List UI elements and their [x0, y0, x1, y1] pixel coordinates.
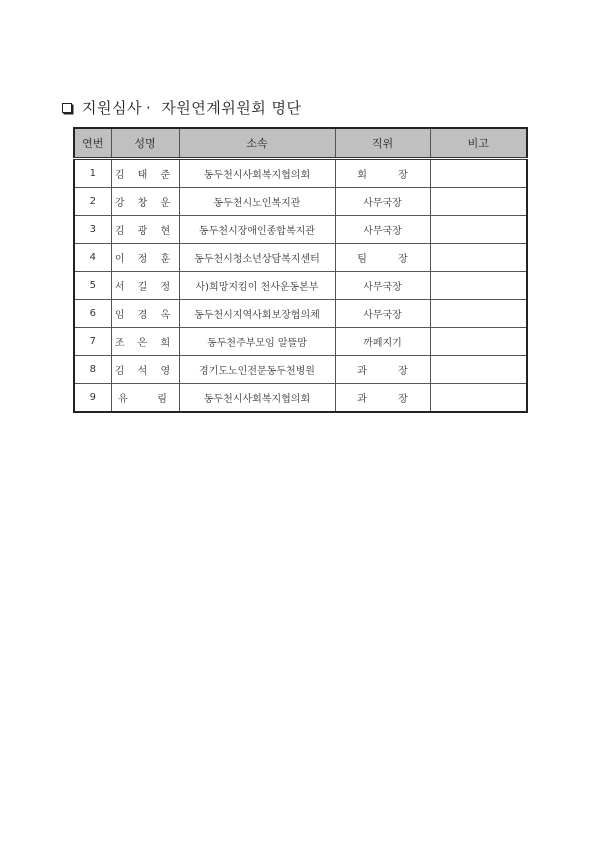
cell-organization: 동두천시지역사회보장협의체	[179, 300, 335, 328]
cell-no: 7	[74, 328, 111, 356]
cell-name: 유 림	[111, 384, 179, 413]
cell-organization: 동두천주부모임 알뜰맘	[179, 328, 335, 356]
cell-position: 사무국장	[335, 216, 430, 244]
cell-position: 팀 장	[335, 244, 430, 272]
cell-no: 1	[74, 159, 111, 188]
cell-name: 강 창 운	[111, 188, 179, 216]
cell-no: 9	[74, 384, 111, 413]
title-part1: 지원심사	[82, 99, 142, 117]
cell-position: 회 장	[335, 159, 430, 188]
cell-organization: 동두천시청소년상담복지센터	[179, 244, 335, 272]
header-position: 직위	[335, 128, 430, 159]
cell-no: 4	[74, 244, 111, 272]
cell-no: 8	[74, 356, 111, 384]
cell-note	[430, 216, 527, 244]
cell-organization: 사)희망지킴이 천사운동본부	[179, 272, 335, 300]
table-row	[74, 188, 527, 216]
cell-note	[430, 384, 527, 413]
header-note: 비고	[430, 128, 527, 159]
table-header-row	[74, 128, 527, 159]
cell-position: 사무국장	[335, 300, 430, 328]
cell-name: 서 길 정	[111, 272, 179, 300]
square-bullet-icon	[62, 103, 72, 113]
cell-organization: 동두천시사회복지협의회	[179, 159, 335, 188]
cell-organization: 동두천시장애인종합복지관	[179, 216, 335, 244]
cell-position: 사무국장	[335, 272, 430, 300]
cell-note	[430, 272, 527, 300]
cell-organization: 동두천시사회복지협의회	[179, 384, 335, 413]
title-part2: 자원연계위원회 명단	[161, 99, 302, 117]
cell-position: 사무국장	[335, 188, 430, 216]
cell-note	[430, 328, 527, 356]
header-no: 연번	[74, 128, 111, 159]
table-row	[74, 272, 527, 300]
cell-position: 과 장	[335, 356, 430, 384]
cell-note	[430, 244, 527, 272]
cell-name: 조 은 희	[111, 328, 179, 356]
cell-organization: 동두천시노인복지관	[179, 188, 335, 216]
committee-member-table	[73, 127, 528, 413]
header-organization: 소속	[179, 128, 335, 159]
cell-note	[430, 159, 527, 188]
cell-position: 까페지기	[335, 328, 430, 356]
table-row	[74, 216, 527, 244]
table-row	[74, 328, 527, 356]
cell-organization: 경기도노인전문동두천병원	[179, 356, 335, 384]
cell-note	[430, 300, 527, 328]
cell-name: 김 석 영	[111, 356, 179, 384]
cell-no: 2	[74, 188, 111, 216]
cell-no: 6	[74, 300, 111, 328]
cell-no: 3	[74, 216, 111, 244]
cell-name: 김 광 현	[111, 216, 179, 244]
cell-name: 임 경 옥	[111, 300, 179, 328]
title-separator: ·	[145, 98, 152, 117]
table-row	[74, 159, 527, 188]
table-row	[74, 244, 527, 272]
table-row	[74, 356, 527, 384]
table-row	[74, 384, 527, 413]
cell-note	[430, 188, 527, 216]
table-row	[74, 300, 527, 328]
header-name: 성명	[111, 128, 179, 159]
cell-position: 과 장	[335, 384, 430, 413]
cell-name: 김 태 준	[111, 159, 179, 188]
cell-no: 5	[74, 272, 111, 300]
page-title	[62, 97, 301, 118]
cell-note	[430, 356, 527, 384]
cell-name: 이 정 훈	[111, 244, 179, 272]
